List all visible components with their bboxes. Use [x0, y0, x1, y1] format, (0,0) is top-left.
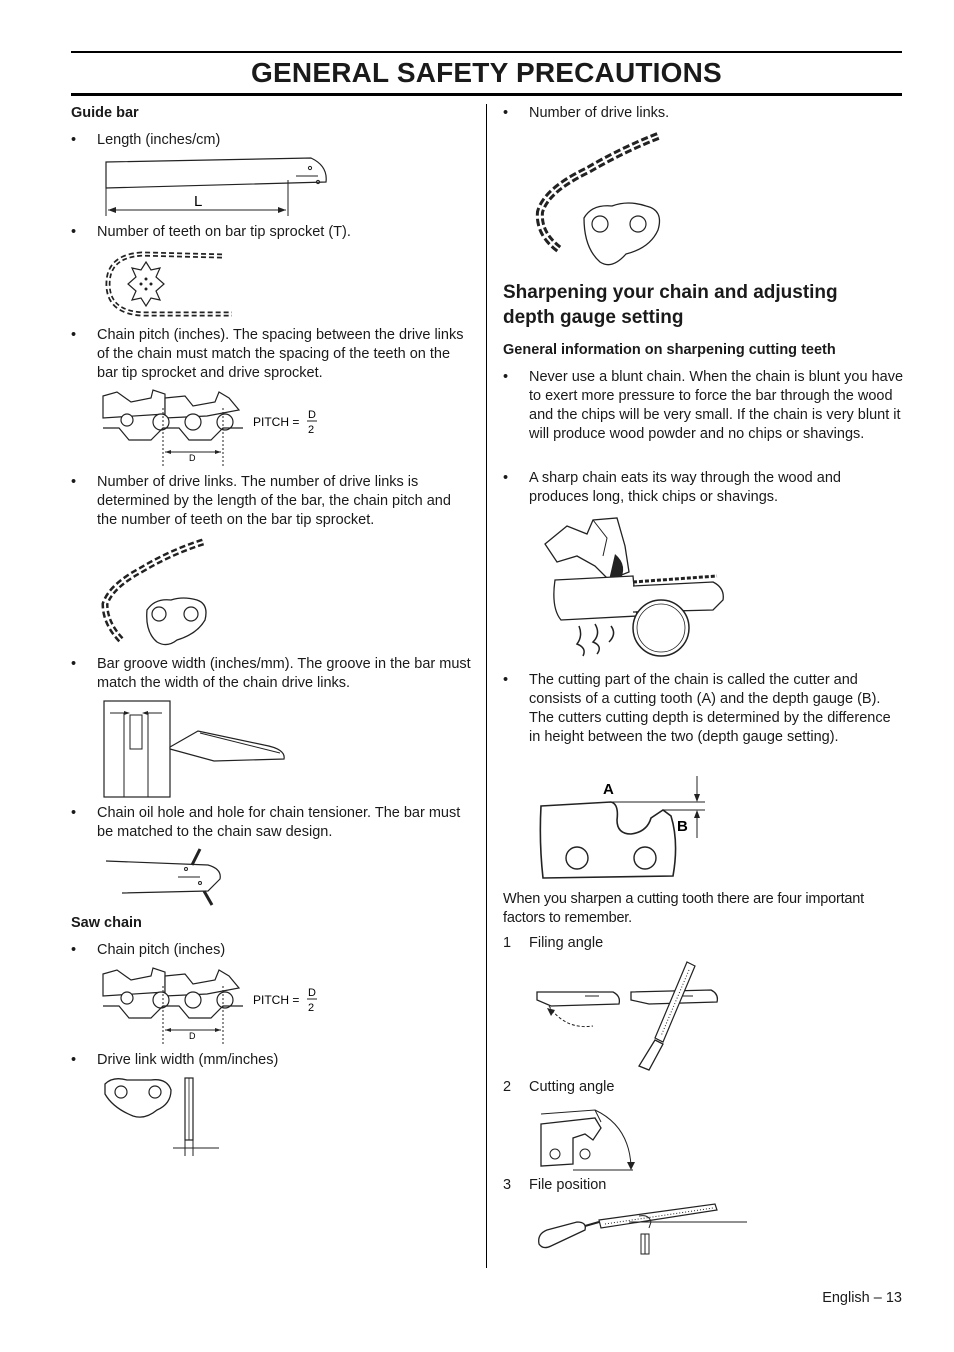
list-item-text: Drive link width (mm/inches) [97, 1052, 279, 1068]
saw-chain-pitch-illustration [103, 966, 333, 1046]
column-divider [486, 104, 487, 1268]
bullet-dot: • [71, 656, 77, 672]
bullet-dot: • [71, 224, 77, 240]
drive-link-width-illustration [103, 1076, 223, 1158]
pitch-dimension-label: D [189, 1031, 196, 1041]
list-item-text: Chain oil hole and hole for chain tensioner. The bar must be matched to the chain saw design. [97, 805, 461, 840]
factor-label: Filing angle [529, 935, 604, 951]
filing-angle-illustration [535, 960, 721, 1072]
chain-pitch-illustration [103, 388, 333, 468]
pitch-fraction-numerator: D [308, 987, 316, 999]
cutting-tooth-label: A [603, 781, 614, 798]
sub-heading-sharpening-info: General information on sharpening cutting teeth [503, 342, 836, 358]
list-item-text: Chain pitch (inches). The spacing between the drive links of the chain must match the spacing of the teeth on the bar tip sprocket and drive sprocket. [97, 327, 464, 381]
pitch-formula-label: PITCH = [253, 993, 300, 1007]
list-item-text: Number of drive links. [529, 105, 670, 121]
list-item-text: The cutting part of the chain is called the cutter and consists of a cutting tooth (A) and the depth gauge (B). The cutters cutting depth is determined by the difference in height between the two (depth gauge setting). [529, 672, 891, 745]
cutting-angle-illustration [537, 1104, 637, 1172]
bullet-dot: • [503, 672, 509, 688]
guide-bar-heading: Guide bar [71, 105, 139, 121]
section-heading-sharpening: Sharpening your chain and adjusting depth gauge setting [503, 282, 838, 328]
pitch-dimension-label: D [189, 453, 196, 463]
saw-chain-heading: Saw chain [71, 915, 142, 931]
bullet-dot: • [503, 369, 509, 385]
bullet-dot: • [71, 327, 77, 343]
bullet-dot: • [503, 470, 509, 486]
pitch-fraction-numerator: D [308, 409, 316, 421]
bar-length-label: L [194, 193, 203, 210]
chainsaw-cutting-illustration [537, 516, 727, 664]
list-item-text: Number of teeth on bar tip sprocket (T). [97, 224, 351, 240]
bullet-dot: • [71, 942, 77, 958]
pitch-fraction-denominator: 2 [308, 1002, 315, 1014]
page-title: GENERAL SAFETY PRECAUTIONS [251, 57, 722, 88]
oil-hole-illustration [104, 847, 224, 909]
bullet-dot: • [71, 1052, 77, 1068]
drive-links-illustration [101, 538, 213, 654]
list-item-text: Never use a blunt chain. When the chain is blunt you have to exert more pressure to force the bar through the wood and the chips will be very small. If the chain is very blunt it will produce wood powder and no chips or shavings. [529, 369, 904, 442]
cutter-depth-gauge-illustration [537, 772, 709, 884]
bar-tip-sprocket-illustration [102, 248, 238, 322]
factor-number: 1 [503, 935, 512, 951]
bullet-dot: • [71, 805, 77, 821]
bullet-dot: • [71, 132, 77, 148]
pitch-formula-label: PITCH = [253, 415, 300, 429]
list-item-text: A sharp chain eats its way through the wood and produces long, thick chips or shavings. [529, 470, 841, 505]
list-item-text: Bar groove width (inches/mm). The groove in the bar must match the width of the chain drive links. [97, 656, 471, 691]
bar-length-illustration [96, 154, 336, 220]
list-item-text: Length (inches/cm) [97, 132, 221, 148]
file-position-illustration [535, 1200, 749, 1258]
factor-label: Cutting angle [529, 1079, 615, 1095]
factor-label: File position [529, 1177, 607, 1193]
factor-number: 3 [503, 1177, 512, 1193]
factor-number: 2 [503, 1079, 512, 1095]
header-bottom-rule [71, 93, 902, 96]
pitch-fraction-denominator: 2 [308, 424, 315, 436]
right-drive-links-illustration [532, 130, 672, 276]
list-item-text: Number of drive links. The number of drive links is determined by the length of the bar, the chain pitch and the number of teeth on the bar tip sprocket. [97, 474, 451, 528]
header-top-rule [71, 51, 902, 53]
factors-intro-paragraph: When you sharpen a cutting tooth there are four important factors to remember. [503, 891, 864, 926]
bullet-dot: • [503, 105, 509, 121]
bar-groove-illustration [104, 701, 290, 799]
depth-gauge-label: B [677, 818, 688, 835]
list-item-text: Chain pitch (inches) [97, 942, 226, 958]
bullet-dot: • [71, 474, 77, 490]
page-number: English – 13 [822, 1290, 902, 1306]
